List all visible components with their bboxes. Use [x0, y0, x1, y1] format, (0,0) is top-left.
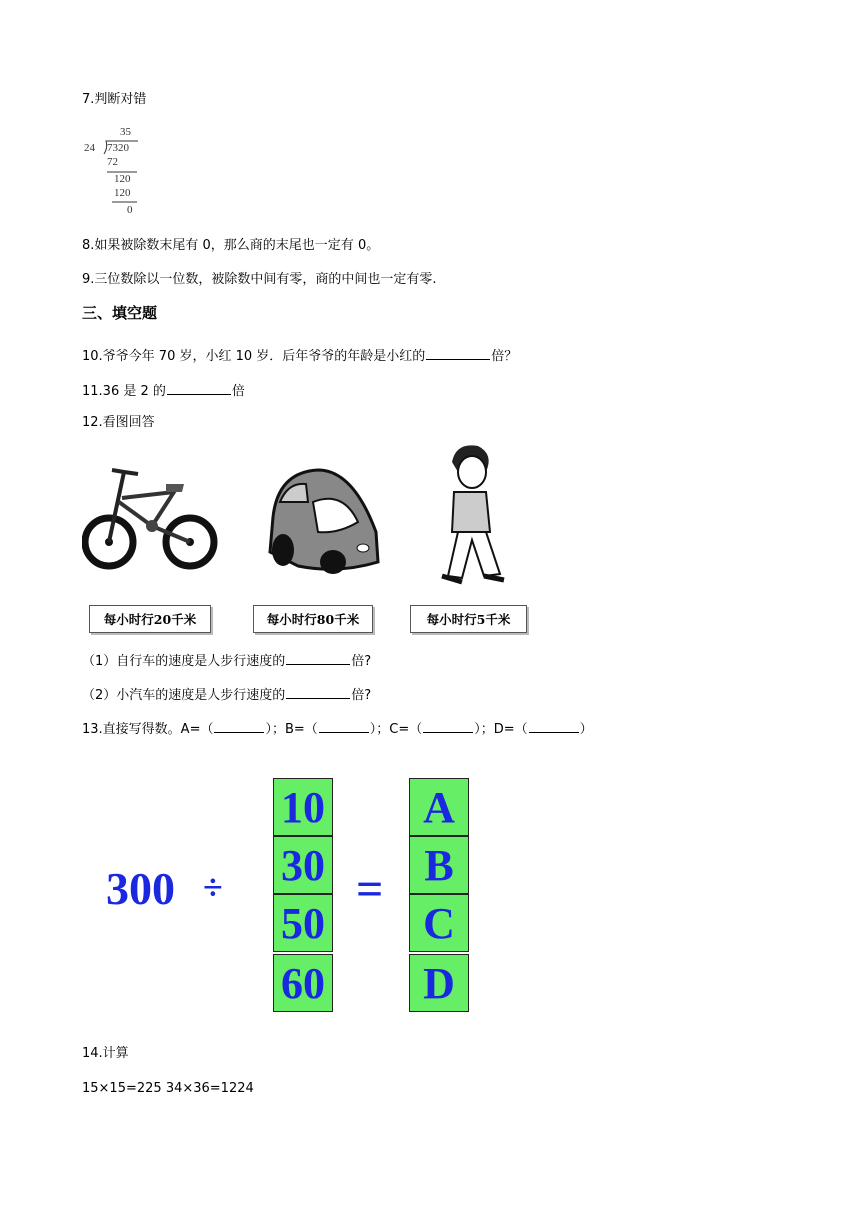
division-step3: 120: [114, 187, 131, 199]
divisor-box-10: 10: [273, 778, 333, 836]
division-quotient: 35: [120, 126, 131, 138]
divisor-box-60: 60: [273, 954, 333, 1012]
question-14-equations: 15×15=225 34×36=1224: [82, 1081, 254, 1096]
division-step2: 120: [114, 173, 131, 185]
question-11: [82, 381, 245, 401]
answer-blank-c[interactable]: [423, 719, 473, 733]
answer-blank[interactable]: [426, 346, 490, 360]
q13-sep-b: ）；B=（: [265, 722, 318, 737]
question-10: [82, 346, 517, 366]
q13-end: ）: [579, 722, 593, 737]
answer-box-d: D: [409, 954, 469, 1012]
bicycle-icon: [82, 462, 222, 577]
division-divisor: 24: [84, 142, 95, 154]
question-12-title: 12.看图回答: [82, 415, 155, 430]
question-13: [82, 719, 593, 739]
q10-suffix: 倍？: [491, 349, 518, 364]
equals-sign: =: [356, 863, 384, 916]
question-9: 9.三位数除以一位数，被除数中间有零，商的中间也一定有零.: [82, 272, 437, 287]
division-dividend: 7320: [107, 142, 129, 154]
section-heading-fill-blank: 三、填空题: [82, 304, 158, 322]
answer-blank-d[interactable]: [529, 719, 579, 733]
q10-text: 10.爷爷今年 70 岁，小红 10 岁．后年爷爷的年龄是小红的: [82, 349, 426, 364]
q13-sep-d: ）；D=（: [474, 722, 528, 737]
divide-sign: ÷: [203, 867, 223, 907]
answer-blank[interactable]: [286, 685, 350, 699]
q11-suffix: 倍: [231, 384, 245, 399]
bicycle-speed-label: 每小时行20千米: [89, 605, 211, 633]
question-12-sub2: [82, 685, 371, 705]
division-step1: 72: [107, 156, 118, 168]
car-speed-label: 每小时行80千米: [253, 605, 373, 633]
answer-blank-b[interactable]: [319, 719, 369, 733]
division-remainder: 0: [127, 204, 133, 216]
answer-blank-a[interactable]: [214, 719, 264, 733]
answer-blank[interactable]: [167, 381, 231, 395]
q12-sub1-suffix: 倍?: [351, 654, 372, 669]
q13-sep-c: ）；C=（: [369, 722, 423, 737]
answer-box-c: C: [409, 894, 469, 952]
dividend-300: 300: [106, 863, 175, 914]
answer-box-b: B: [409, 836, 469, 894]
q13-text: 13.直接写得数。A=（: [82, 722, 214, 737]
answer-blank[interactable]: [286, 651, 350, 665]
divisor-box-30: 30: [273, 836, 333, 894]
division-lines: [82, 124, 152, 220]
divisor-box-50: 50: [273, 894, 333, 952]
q12-sub2-text: （2）小汽车的速度是人步行速度的: [82, 688, 286, 703]
q12-sub1-text: （1）自行车的速度是人步行速度的: [82, 654, 286, 669]
answer-box-a: A: [409, 778, 469, 836]
car-icon: [258, 462, 383, 580]
walking-boy-icon: [428, 442, 513, 587]
question-7-title: 7.判断对错: [82, 92, 147, 107]
q11-text: 11.36 是 2 的: [82, 384, 166, 399]
question-14-title: 14.计算: [82, 1046, 129, 1061]
walking-speed-label: 每小时行5千米: [410, 605, 527, 633]
long-division-figure: [82, 124, 152, 220]
question-12-sub1: [82, 651, 371, 671]
question-8: 8.如果被除数末尾有 0，那么商的末尾也一定有 0。: [82, 238, 380, 253]
q12-sub2-suffix: 倍?: [351, 688, 372, 703]
